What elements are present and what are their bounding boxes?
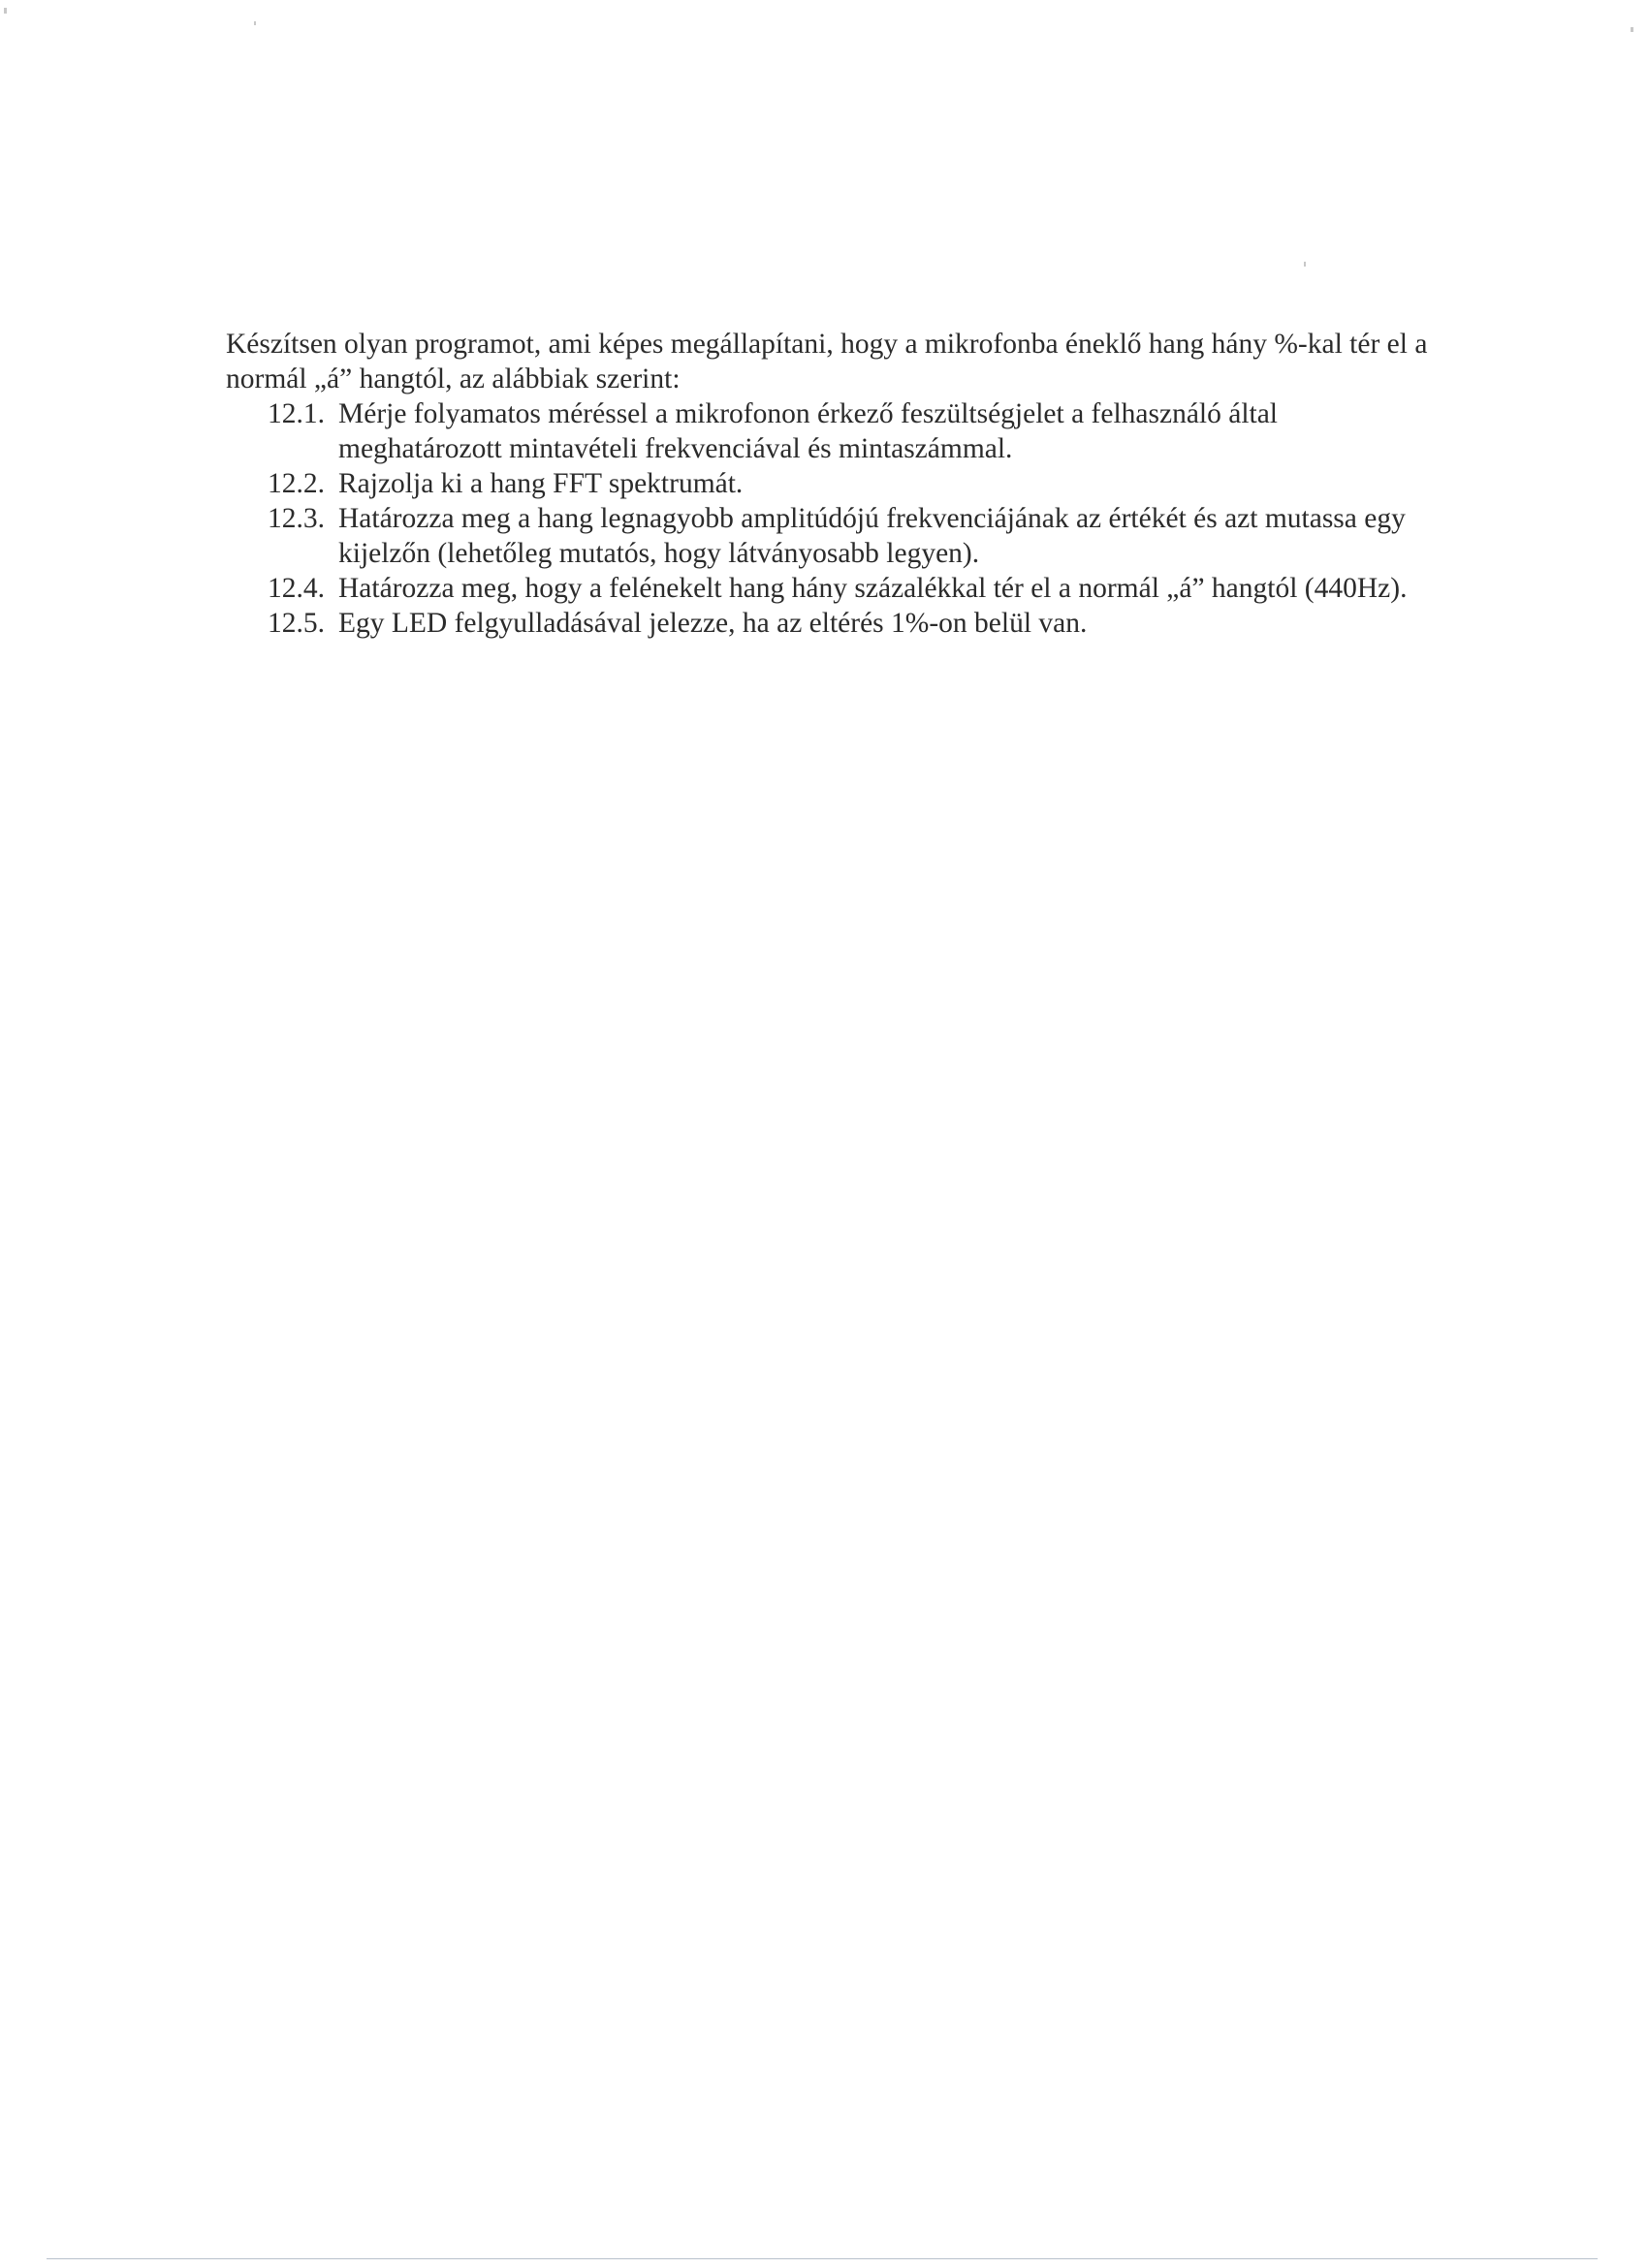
task-item	[226, 606, 1447, 641]
task-text: Rajzolja ki a hang FFT spektrumát.	[338, 468, 744, 499]
task-text: Határozza meg a hang legnagyobb amplitúdójú frekvenciájának az értékét és azt mutassa egy kijelzőn (lehetőleg mutatós, hogy látványosabb legyen).	[338, 503, 1406, 569]
scan-speck	[1304, 262, 1306, 267]
task-text: Mérje folyamatos méréssel a mikrofonon érkező feszültségjelet a felhasználó által meghatározott mintavételi frekvenciával és mintaszámmal.	[338, 398, 1279, 464]
task-number: 12.4.	[268, 573, 325, 604]
intro-paragraph: Készítsen olyan programot, ami képes megállapítani, hogy a mikrofonba éneklő hang hány %-kal tér el a normál „á” hangtól, az alábbiak szerint:	[226, 329, 1428, 394]
task-item	[226, 501, 1447, 571]
task-list	[226, 396, 1447, 641]
scan-speck	[4, 8, 7, 14]
scan-speck	[1631, 27, 1633, 32]
task-item	[226, 466, 1447, 501]
task-number: 12.5.	[268, 608, 325, 639]
task-item	[226, 571, 1447, 606]
scan-speck	[254, 21, 256, 25]
task-text: Egy LED felgyulladásával jelezze, ha az eltérés 1%-on belül van.	[338, 608, 1088, 639]
task-item	[226, 396, 1447, 466]
task-number: 12.1.	[268, 398, 325, 429]
document-body	[226, 327, 1447, 641]
scan-bottom-edge	[47, 2258, 1598, 2259]
task-number: 12.3.	[268, 503, 325, 534]
task-number: 12.2.	[268, 468, 325, 499]
task-text: Határozza meg, hogy a felénekelt hang hány százalékkal tér el a normál „á” hangtól (440Hz).	[338, 573, 1408, 604]
